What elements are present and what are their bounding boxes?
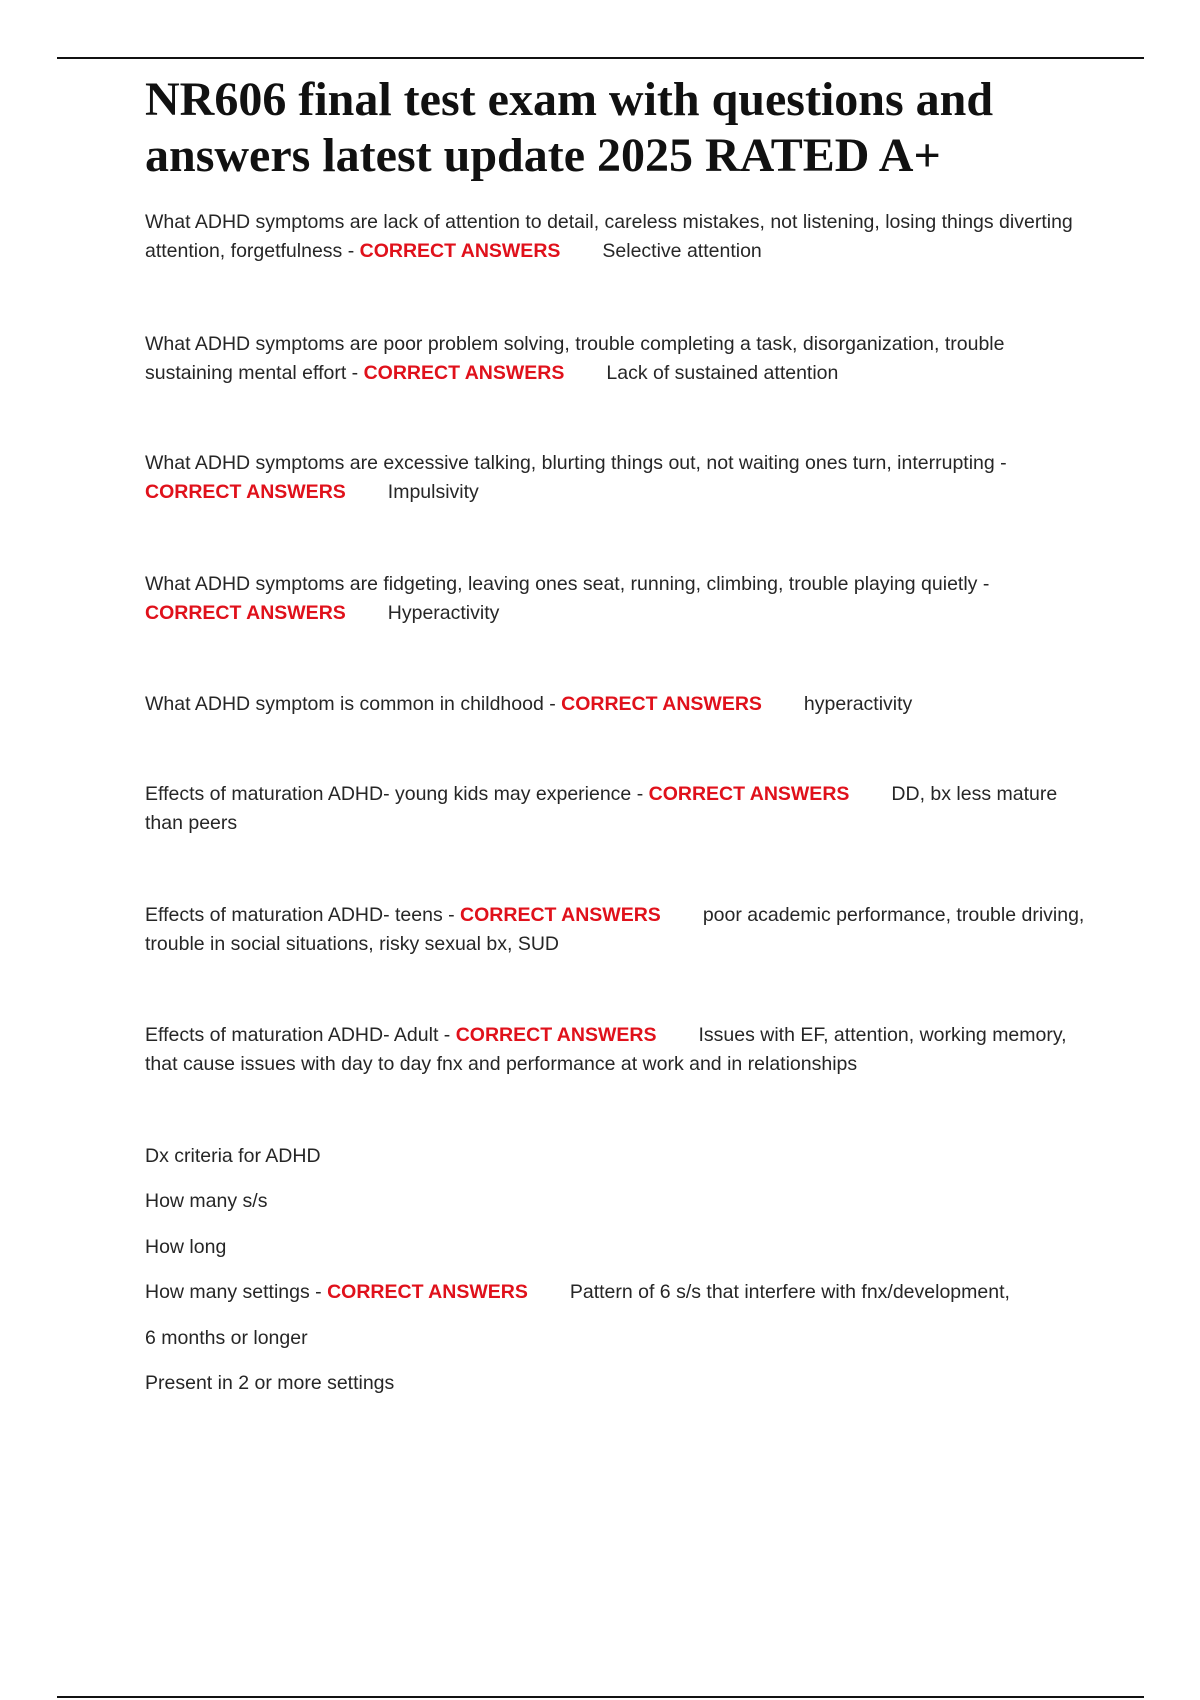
question-text: What ADHD symptoms are poor problem solving, trouble completing a task, disorganization, trouble sustaining mental effort -: [145, 333, 1005, 384]
correct-answers-label: CORRECT ANSWERS: [561, 693, 762, 715]
question-text: What ADHD symptoms are fidgeting, leaving ones seat, running, climbing, trouble playing quietly -: [145, 573, 990, 595]
bottom-rule: [57, 1696, 1144, 1698]
qa-item-5: [145, 690, 1090, 719]
correct-answers-label: CORRECT ANSWERS: [363, 362, 565, 384]
question-text: How many settings -: [145, 1281, 328, 1303]
top-rule: [57, 57, 1144, 59]
answer-text: Pattern of 6 s/s that interfere with fnx/development,: [569, 1281, 1010, 1303]
answer-text: Impulsivity: [387, 481, 479, 503]
page-title-line-1: NR606 final test exam with questions and: [145, 73, 994, 126]
dx-question-line-2: How many s/s: [145, 1190, 268, 1212]
correct-answers-label: CORRECT ANSWERS: [145, 481, 346, 503]
qa-item-6: [145, 780, 1090, 838]
answer-text: hyperactivity: [803, 693, 913, 715]
qa-item-1: [145, 208, 1090, 266]
dx-answer-line-2: 6 months or longer: [145, 1327, 308, 1349]
qa-item-2: [145, 330, 1090, 388]
question-text: What ADHD symptoms are lack of attention to detail, careless mistakes, not listening, losing things diverting attention, forgetfulness -: [145, 211, 1073, 262]
question-text: Effects of maturation ADHD- young kids may experience -: [145, 783, 649, 805]
question-text: Effects of maturation ADHD- Adult -: [145, 1024, 456, 1046]
page-title: [145, 72, 1145, 184]
correct-answers-label: CORRECT ANSWERS: [460, 904, 661, 926]
qa-item-7: [145, 901, 1090, 959]
correct-answers-label: CORRECT ANSWERS: [455, 1024, 657, 1046]
page-title-line-2: answers latest update 2025 RATED A+: [145, 129, 941, 182]
answer-text: Hyperactivity: [387, 602, 500, 624]
correct-answers-label: CORRECT ANSWERS: [648, 783, 850, 805]
dx-question-line-1: Dx criteria for ADHD: [145, 1145, 321, 1167]
question-text: What ADHD symptoms are excessive talking, blurting things out, not waiting ones turn, interrupting -: [145, 452, 1007, 474]
dx-question-line-3: How long: [145, 1236, 227, 1258]
qa-item-4: [145, 570, 1090, 628]
correct-answers-label: CORRECT ANSWERS: [359, 240, 561, 262]
answer-text: Issues with EF, attention, working memory, that cause issues with day to day fnx and performance at work and in relationships: [145, 1024, 1067, 1075]
dx-answer-line-3: Present in 2 or more settings: [145, 1372, 395, 1394]
answer-text: poor academic performance, trouble driving, trouble in social situations, risky sexual bx, SUD: [145, 904, 1085, 955]
qa-item-8: [145, 1021, 1090, 1079]
correct-answers-label: CORRECT ANSWERS: [327, 1281, 528, 1303]
answer-text: Lack of sustained attention: [606, 362, 839, 384]
qa-item-3: [145, 449, 1090, 507]
question-text: What ADHD symptom is common in childhood -: [145, 693, 562, 715]
question-text: Effects of maturation ADHD- teens -: [145, 904, 461, 926]
answer-text: Selective attention: [602, 240, 762, 262]
correct-answers-label: CORRECT ANSWERS: [145, 602, 346, 624]
dx-question-line-4: [145, 1278, 1010, 1306]
answer-text: DD, bx less mature than peers: [145, 783, 1058, 834]
